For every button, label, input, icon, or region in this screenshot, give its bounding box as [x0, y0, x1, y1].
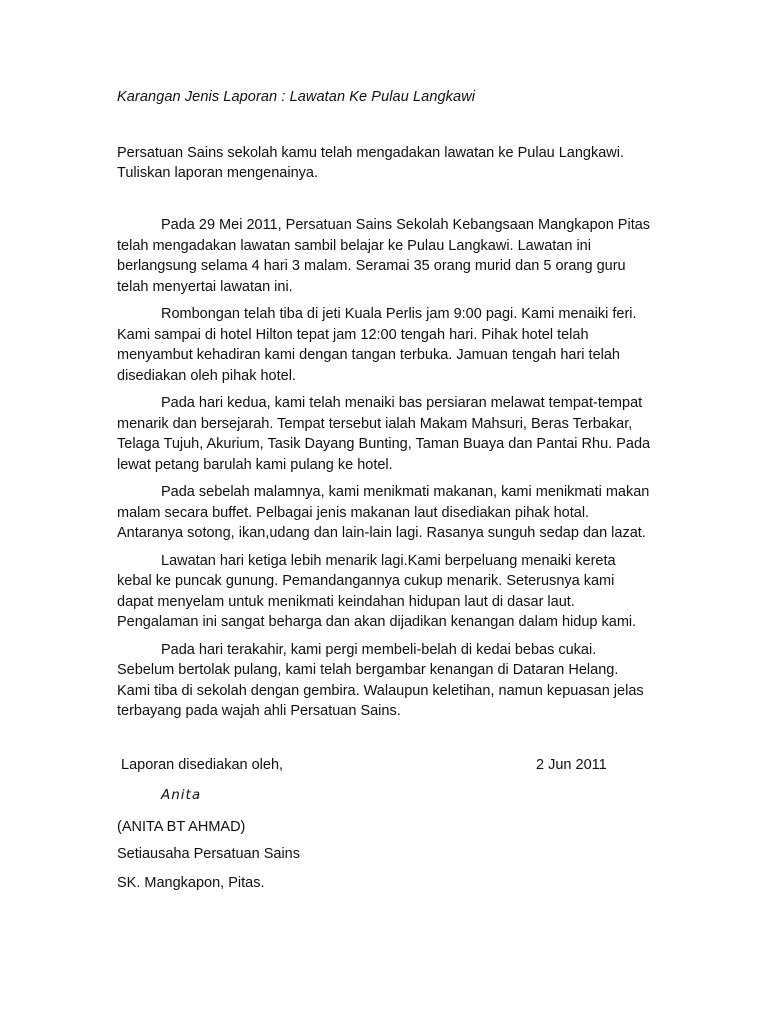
paragraph-6: Pada hari terakahir, kami pergi membeli-belah di kedai bebas cukai. Sebelum bertolak pulang, kami telah bergambar kenangan di Dataran Helang. Kami tiba di sekolah dengan gembira. Walaupun keletihan, namun kepuasan jelas terbayang pada wajah ahli Persatuan Sains. — [117, 641, 644, 719]
paragraph-5: Lawatan hari ketiga lebih menarik lagi.Kami berpeluang menaiki kereta kebal ke puncak gunung. Pemandangannya cukup menarik. Seterusnya kami dapat menyelam untuk menikmati keindahan hidupan laut di dasar laut. Pengalaman ini sangat beharga dan akan dijadikan kenangan dalam hidup kami. — [117, 552, 637, 630]
paragraph-4: Pada sebelah malamnya, kami menikmati makanan, kami menikmati makan malam secara buffet. Pelbagai jenis makanan laut disediakan pihak hotal. Antaranya sotong, ikan,udang dan lain-lain lagi. Rasanya sunguh sedap dan lazat. — [117, 484, 650, 541]
report-date: 2 Jun 2011 — [536, 757, 607, 773]
author-role: Setiausaha Persatuan Sains — [117, 846, 300, 862]
document-title: Karangan Jenis Laporan : Lawatan Ke Pulau Langkawi — [117, 89, 476, 105]
essay-prompt: Persatuan Sains sekolah kamu telah mengadakan lawatan ke Pulau Langkawi. Tuliskan laporan mengenainya. — [117, 145, 625, 181]
signature: Anita — [161, 787, 202, 803]
prepared-by-label: Laporan disediakan oleh, — [121, 757, 284, 773]
paragraph-2: Rombongan telah tiba di jeti Kuala Perlis jam 9:00 pagi. Kami menaiki feri. Kami sampai di hotel Hilton tepat jam 12:00 tengah hari. Pihak hotel telah menyambut kehadiran kami dengan tangan terbuka. Jamuan tengah hari telah disediakan oleh pihak hotel. — [117, 306, 637, 384]
paragraph-1: Pada 29 Mei 2011, Persatuan Sains Sekolah Kebangsaan Mangkapon Pitas telah mengadakan lawatan sambil belajar ke Pulau Langkawi. Lawatan ini berlangsung selama 4 hari 3 malam. Seramai 35 orang murid dan 5 orang guru telah menyertai lawatan ini. — [117, 217, 651, 295]
report-body — [117, 215, 652, 729]
author-name: (ANITA BT AHMAD) — [117, 819, 246, 835]
school-name: SK. Mangkapon, Pitas. — [117, 875, 265, 891]
paragraph-3: Pada hari kedua, kami telah menaiki bas persiaran melawat tempat-tempat menarik dan bersejarah. Tempat tersebut ialah Makam Mahsuri, Beras Terbakar, Telaga Tujuh, Akurium, Tasik Dayang Bunting, Taman Buaya dan Pantai Rhu. Pada lewat petang barulah kami pulang ke hotel. — [117, 395, 651, 473]
